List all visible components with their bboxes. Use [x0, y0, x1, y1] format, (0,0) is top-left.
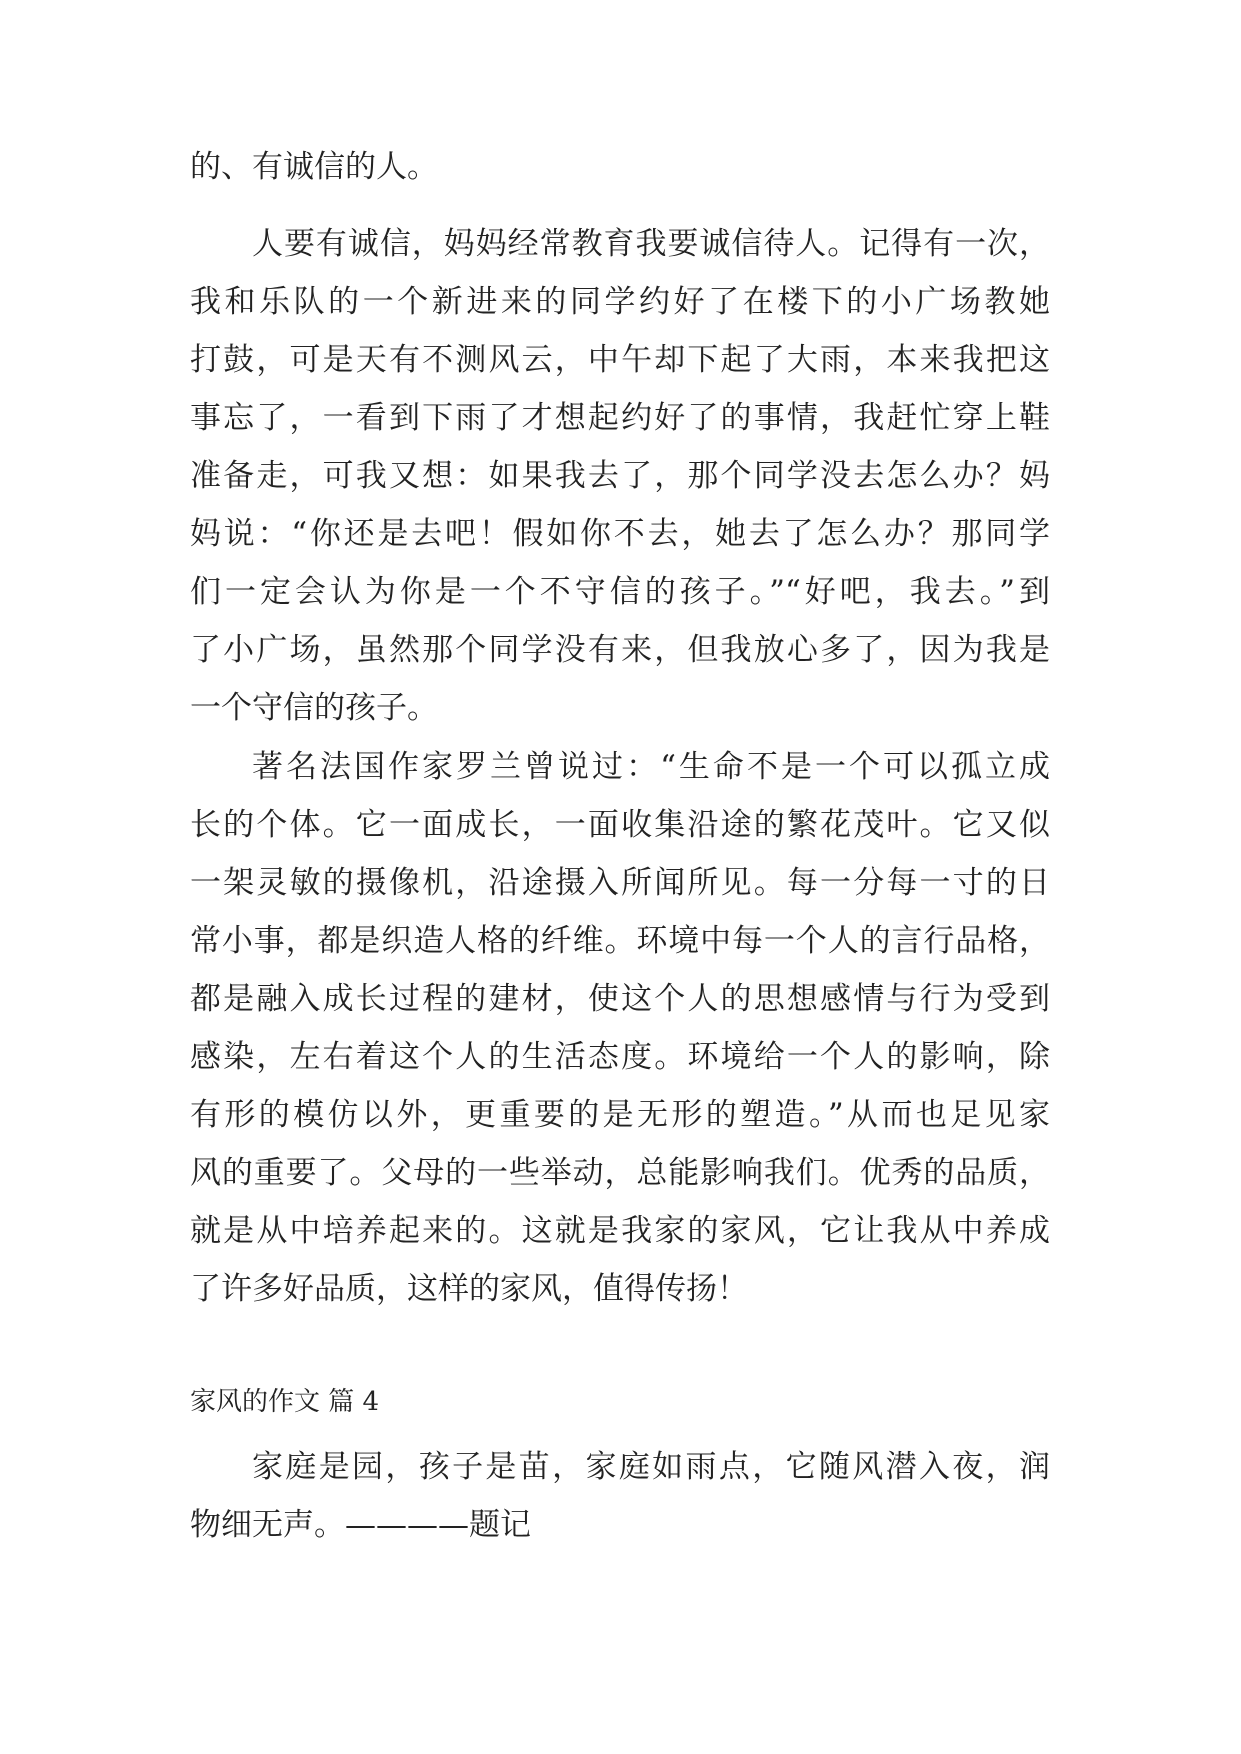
- paragraph-line: 妈说：“你还是去吧！假如你不去，她去了怎么办？那同学: [190, 516, 1050, 552]
- paragraph-line: 了许多好品质，这样的家风，值得传扬！: [190, 1271, 748, 1307]
- paragraph-line: 物细无声。————题记: [190, 1507, 531, 1543]
- paragraph-line: 就是从中培养起来的。这就是我家的家风，它让我从中养成: [190, 1213, 1050, 1249]
- paragraph-line: 们一定会认为你是一个不守信的孩子。”“好吧，我去。”到: [190, 574, 1050, 610]
- paragraph-line: 事忘了，一看到下雨了才想起约好了的事情，我赶忙穿上鞋: [190, 400, 1050, 436]
- paragraph-line: 一个守信的孩子。: [190, 690, 438, 726]
- paragraph-quote: [190, 738, 1050, 1318]
- paragraph-line: 著名法国作家罗兰曾说过：“生命不是一个可以孤立成: [252, 749, 1050, 785]
- paragraph-line: 了小广场，虽然那个同学没有来，但我放心多了，因为我是: [190, 632, 1050, 668]
- paragraph-line: 都是融入成长过程的建材，使这个人的思想感情与行为受到: [190, 981, 1050, 1017]
- paragraph-honesty: [190, 215, 1050, 737]
- paragraph-line: 一架灵敏的摄像机，沿途摄入所闻所见。每一分每一寸的日: [190, 865, 1050, 901]
- paragraph-line: 打鼓，可是天有不测风云，中午却下起了大雨，本来我把这: [190, 342, 1050, 378]
- section-heading: [190, 1382, 1050, 1422]
- paragraph-line: 的、有诚信的人。: [190, 149, 438, 185]
- paragraph-line: 家庭是园，孩子是苗，家庭如雨点，它随风潜入夜，润: [252, 1449, 1050, 1485]
- paragraph-line: 常小事，都是织造人格的纤维。环境中每一个人的言行品格，: [190, 923, 1050, 959]
- paragraph-epigraph: [190, 1438, 1050, 1554]
- paragraph-line: 感染，左右着这个人的生活态度。环境给一个人的影响，除: [190, 1039, 1050, 1075]
- paragraph-line: 人要有诚信，妈妈经常教育我要诚信待人。记得有一次，: [252, 226, 1050, 262]
- paragraph-line: 长的个体。它一面成长，一面收集沿途的繁花茂叶。它又似: [190, 807, 1050, 843]
- paragraph-line: 准备走，可我又想：如果我去了，那个同学没去怎么办？妈: [190, 458, 1050, 494]
- paragraph-line: 有形的模仿以外，更重要的是无形的塑造。”从而也足见家: [190, 1097, 1050, 1133]
- paragraph-continuation: [190, 138, 1050, 196]
- paragraph-line: 我和乐队的一个新进来的同学约好了在楼下的小广场教她: [190, 284, 1050, 320]
- section-title: 家风的作文 篇 4: [190, 1387, 380, 1417]
- paragraph-line: 风的重要了。父母的一些举动，总能影响我们。优秀的品质，: [190, 1155, 1050, 1191]
